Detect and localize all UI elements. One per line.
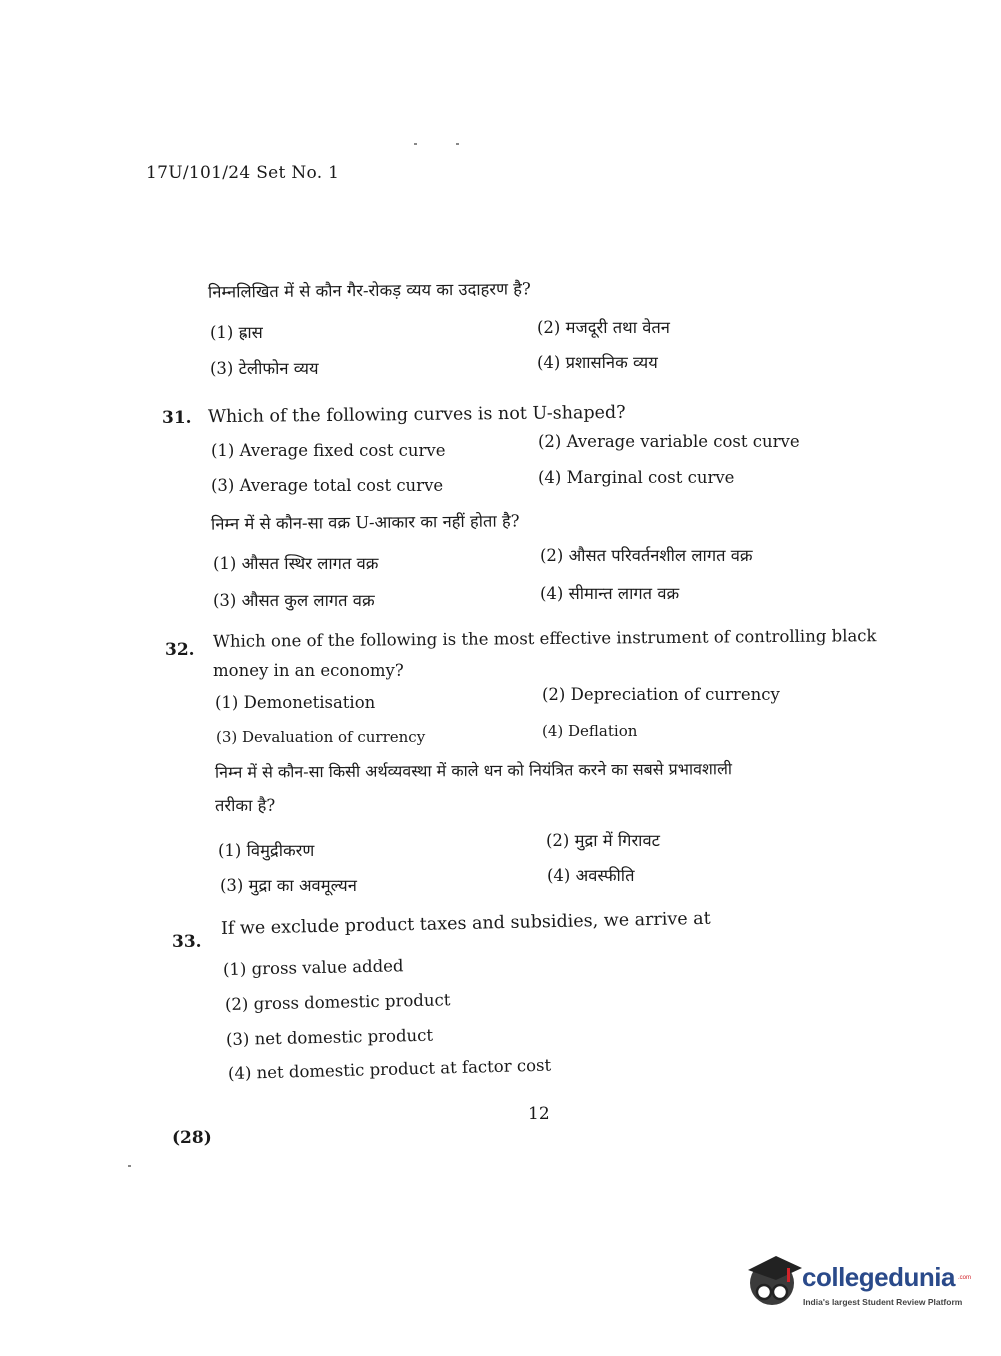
q32-hindi-question-line-2: तरीका है? bbox=[215, 796, 276, 815]
q32-question-line-1: Which one of the following is the most effective instrument of controlling black bbox=[212, 626, 877, 651]
q31-option-3: (3) Average total cost curve bbox=[211, 476, 444, 495]
q30-hindi-option-1: (1) ह्रास bbox=[210, 323, 263, 342]
q32-hindi-option-4: (4) अवस्फीति bbox=[547, 866, 635, 885]
q33-number: 33. bbox=[172, 932, 202, 952]
q33-question: If we exclude product taxes and subsidies, we arrive at bbox=[220, 908, 711, 939]
q31-option-2: (2) Average variable cost curve bbox=[538, 432, 800, 451]
q32-option-2: (2) Depreciation of currency bbox=[542, 685, 780, 704]
scan-speck bbox=[414, 143, 417, 145]
scan-speck bbox=[456, 143, 459, 145]
q30-hindi-option-4: (4) प्रशासनिक व्यय bbox=[537, 353, 658, 372]
page-number: 12 bbox=[528, 1104, 550, 1124]
q32-hindi-option-2: (2) मुद्रा में गिरावट bbox=[546, 831, 660, 850]
q30-hindi-option-3: (3) टेलीफोन व्यय bbox=[210, 359, 319, 378]
q32-hindi-question-line-1: निम्न में से कौन-सा किसी अर्थव्यवस्था में काले धन को नियंत्रित करने का सबसे प्रभावशाली bbox=[214, 759, 733, 782]
q31-option-4: (4) Marginal cost curve bbox=[538, 468, 735, 487]
q33-option-3: (3) net domestic product bbox=[225, 1025, 434, 1049]
q33-option-4: (4) net domestic product at factor cost bbox=[227, 1055, 552, 1083]
scan-speck bbox=[128, 1165, 131, 1167]
paper-set-header: 17U/101/24 Set No. 1 bbox=[146, 163, 340, 183]
q30-hindi-question: निम्नलिखित में से कौन गैर-रोकड़ व्यय का उदाहरण है? bbox=[207, 279, 531, 302]
q32-option-3: (3) Devaluation of currency bbox=[216, 728, 426, 746]
q31-hindi-option-3: (3) औसत कुल लागत वक्र bbox=[213, 591, 375, 610]
q33-option-2: (2) gross domestic product bbox=[224, 990, 451, 1014]
q32-option-4: (4) Deflation bbox=[542, 722, 638, 740]
q32-hindi-option-3: (3) मुद्रा का अवमूल्यन bbox=[220, 876, 357, 895]
q33-option-1: (1) gross value added bbox=[222, 956, 404, 979]
page-code: (28) bbox=[172, 1128, 212, 1148]
brand-suffix: .com bbox=[958, 1275, 972, 1281]
q32-question-line-2: money in an economy? bbox=[213, 661, 404, 680]
q32-hindi-option-1: (1) विमुद्रीकरण bbox=[218, 841, 315, 860]
q30-hindi-option-2: (2) मजदूरी तथा वेतन bbox=[537, 318, 670, 337]
q31-hindi-question: निम्न में से कौन-सा वक्र U-आकार का नहीं होता है? bbox=[210, 511, 520, 534]
q32-number: 32. bbox=[165, 640, 195, 660]
q31-hindi-option-4: (4) सीमान्त लागत वक्र bbox=[540, 584, 680, 603]
q31-option-1: (1) Average fixed cost curve bbox=[211, 441, 446, 460]
q31-hindi-option-1: (1) औसत स्थिर लागत वक्र bbox=[213, 554, 379, 573]
q31-hindi-option-2: (2) औसत परिवर्तनशील लागत वक्र bbox=[540, 546, 753, 565]
q32-option-1: (1) Demonetisation bbox=[215, 693, 376, 712]
q31-number: 31. bbox=[162, 408, 192, 428]
brand-tagline: India's largest Student Review Platform bbox=[803, 1297, 963, 1307]
brand-name: collegedunia bbox=[802, 1262, 955, 1292]
q31-question: Which of the following curves is not U-shaped? bbox=[207, 402, 626, 428]
